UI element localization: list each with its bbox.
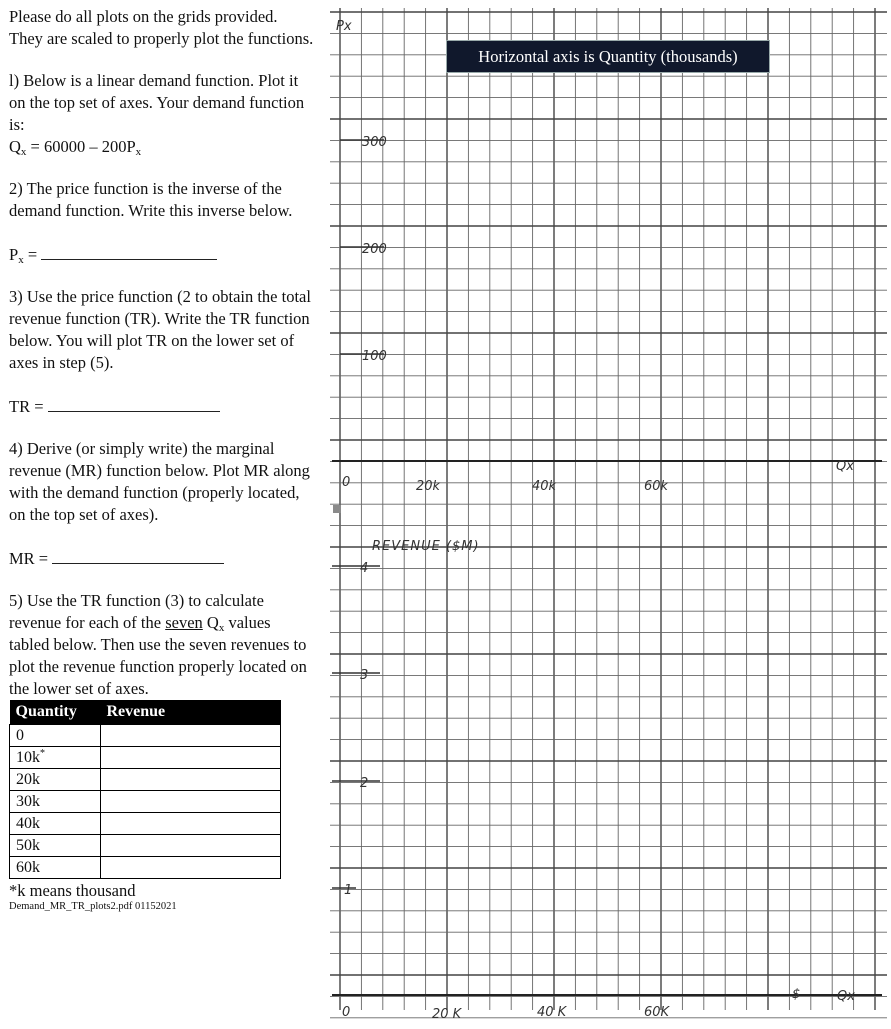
bottom-x-tick-label: 40 K — [537, 1005, 567, 1020]
bottom-x-tick-label: 60K — [644, 1005, 670, 1020]
top-x-tick-label: 40k — [532, 479, 557, 494]
price-function-answer: $P_x$ = — [9, 244, 314, 266]
top-y-axis-label: Px — [336, 19, 352, 34]
table-row: 10k* — [10, 747, 281, 769]
top-y-tick-label: 100 — [362, 349, 387, 364]
revenue-cell[interactable] — [101, 769, 281, 791]
revenue-table — [9, 700, 281, 879]
table-row: 30k — [10, 791, 281, 813]
top-y-tick-label: 300 — [362, 135, 387, 150]
bottom-y-tick-label: 2 — [360, 776, 369, 791]
bottom-y-tick-label: 4 — [360, 561, 369, 576]
bottom-x-tick-label: 20 K — [432, 1007, 462, 1022]
bottom-y-tick-label: 1 — [344, 883, 353, 898]
bottom-x-axis-label: Qx — [837, 989, 855, 1004]
revenue-header: Revenue — [101, 700, 281, 725]
table-row: 20k — [10, 769, 281, 791]
top-origin-label: 0 — [342, 475, 351, 490]
bottom-arrow-label: $ — [792, 987, 801, 1002]
top-x-tick-label: 20k — [416, 479, 441, 494]
question-4-text: 4) Derive (or simply write) the marginal revenue (MR) function below. Plot MR along with the demand function (properly located, on the top set of axes). — [9, 439, 310, 524]
graph-paper — [322, 0, 891, 1024]
revenue-cell[interactable] — [101, 813, 281, 835]
revenue-cell[interactable] — [101, 791, 281, 813]
question-5-text: 5) Use the TR function (3) to calculate revenue for each of the seven $Q_x$ values tabled below. Then use the seven revenues to plot the revenue function properly located on the lower set of axes. — [9, 591, 307, 698]
mr-function-blank[interactable] — [52, 549, 224, 564]
table-row: 60k — [10, 857, 281, 879]
table-row: 50k — [10, 835, 281, 857]
revenue-cell[interactable] — [101, 747, 281, 769]
price-function-blank[interactable] — [41, 245, 217, 260]
revenue-cell[interactable] — [101, 835, 281, 857]
table-row: 40k — [10, 813, 281, 835]
file-tag: Demand_MR_TR_plots2.pdf 01152021 — [9, 901, 177, 912]
footnote: *k means thousand — [9, 881, 136, 900]
intro-text: Please do all plots on the grids provided. They are scaled to properly plot the functions. — [9, 7, 314, 48]
resize-handle[interactable] — [333, 505, 341, 513]
bottom-origin-label: 0 — [342, 1005, 351, 1020]
quantity-axis-banner: Horizontal axis is Quantity (thousands) — [446, 40, 770, 73]
quantity-header: Quantity — [10, 700, 101, 725]
question-3-text: 3) Use the price function (2 to obtain the total revenue function (TR). Write the TR function below. You will plot TR on the lower set of axes in step (5). — [9, 287, 311, 372]
demand-formula: $Q_x = 60000 - 200P_x$ — [9, 137, 142, 158]
worksheet-instructions — [9, 6, 314, 912]
bottom-y-tick-label: 3 — [360, 668, 369, 683]
question-1-text: l) Below is a linear demand function. Plot it on the top set of axes. Your demand function is: — [9, 71, 305, 134]
tr-function-blank[interactable] — [48, 397, 220, 412]
grid-canvas[interactable] — [322, 0, 891, 1024]
tr-function-answer: TR = — [9, 396, 314, 418]
top-x-tick-label: 60k — [644, 479, 669, 494]
top-x-axis-label: Qx — [836, 459, 854, 474]
top-y-tick-label: 200 — [362, 242, 387, 257]
question-2-text: 2) The price function is the inverse of the demand function. Write this inverse below. — [9, 179, 293, 220]
table-row: 0 — [10, 725, 281, 747]
revenue-axis-title: REVENUE ($M) — [372, 539, 480, 554]
mr-function-answer: MR = — [9, 548, 314, 570]
grid-lines — [330, 8, 891, 1018]
seven-underlined: seven — [165, 613, 203, 632]
revenue-cell[interactable] — [101, 725, 281, 747]
revenue-cell[interactable] — [101, 857, 281, 879]
